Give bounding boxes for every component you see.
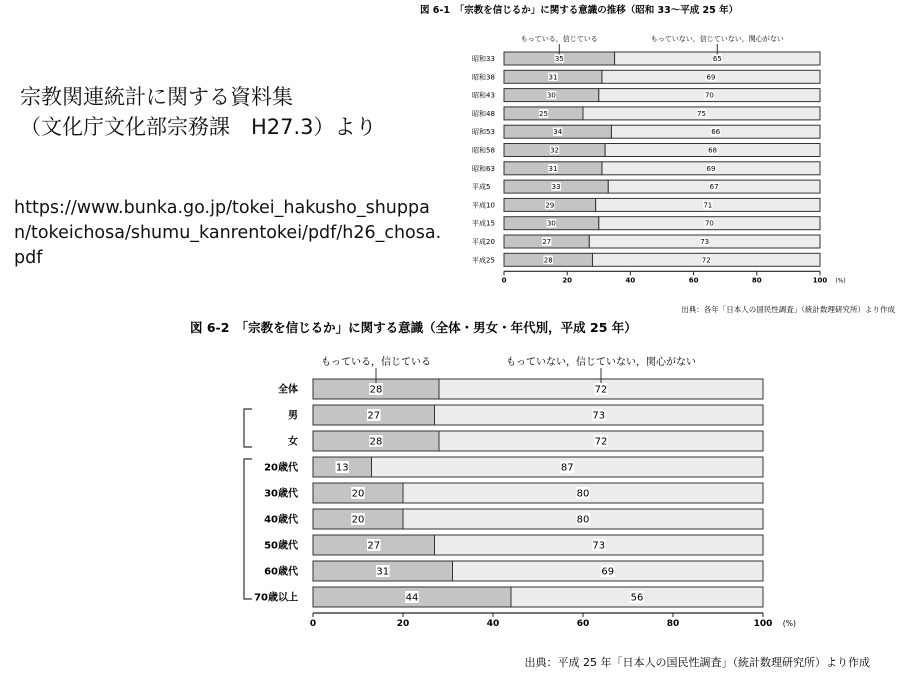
data-label-believe: 28 — [369, 384, 383, 396]
data-label-believe: 30 — [546, 91, 556, 100]
chart-title: 図 6-2 「宗教を信じるか」に関する意識（全体・男女・年代別，平成 25 年） — [190, 320, 637, 335]
category-label: 平成5 — [472, 183, 491, 192]
data-label-believe: 28 — [543, 256, 553, 265]
x-tick-label: 0 — [501, 276, 507, 285]
data-label-not-believe: 72 — [594, 384, 608, 396]
data-label-believe: 28 — [369, 436, 383, 448]
data-label-not-believe: 69 — [601, 566, 615, 578]
legend-believe: もっている，信じている — [520, 35, 598, 43]
category-label: 30歳代 — [264, 488, 298, 500]
legend-not-believe: もっていない，信じていない，関心がない — [650, 35, 784, 43]
category-label: 50歳代 — [264, 540, 298, 552]
heading-line-1: 宗教関連統計に関する資料集 — [20, 85, 293, 109]
chart-title: 図 6-1 「宗教を信じるか」に関する意識の推移（昭和 33〜平成 25 年） — [420, 5, 739, 16]
data-label-not-believe: 72 — [594, 436, 608, 448]
data-label-believe: 35 — [554, 55, 564, 64]
data-label-believe: 30 — [546, 219, 556, 228]
data-label-not-believe: 73 — [592, 410, 606, 422]
category-label: 60歳代 — [264, 566, 298, 578]
category-label: 平成10 — [472, 201, 495, 210]
category-label: 昭和33 — [472, 55, 495, 64]
x-tick-label: 80 — [751, 276, 762, 285]
x-tick-label: 0 — [309, 619, 317, 629]
source-url: https://www.bunka.go.jp/tokei_hakusho_shuppan/tokeichosa/shumu_kanrentokei/pdf/h26_chosa.pdf — [14, 198, 442, 268]
age-bracket — [244, 459, 252, 599]
data-label-believe: 27 — [367, 410, 381, 422]
data-label-not-believe: 56 — [630, 592, 644, 604]
data-label-believe: 44 — [405, 592, 419, 604]
data-label-not-believe: 69 — [706, 73, 716, 82]
data-label-not-believe: 68 — [708, 146, 718, 155]
data-label-believe: 25 — [539, 109, 548, 118]
category-label: 20歳代 — [264, 462, 298, 474]
heading-line-2: （文化庁文化部宗務課 H27.3）より — [20, 115, 377, 139]
legend-believe: もっている，信じている — [321, 357, 431, 368]
x-unit: (%) — [835, 277, 846, 285]
data-label-believe: 27 — [542, 238, 552, 247]
data-label-believe: 20 — [351, 488, 365, 500]
data-label-believe: 32 — [550, 146, 560, 155]
category-label: 昭和53 — [472, 128, 495, 137]
gender-bracket — [244, 409, 252, 447]
data-label-believe: 13 — [335, 462, 349, 474]
data-label-believe: 31 — [548, 164, 558, 173]
data-label-believe: 31 — [376, 566, 390, 578]
x-tick-label: 60 — [688, 276, 699, 285]
category-label: 平成25 — [472, 256, 495, 265]
x-unit: (%) — [782, 619, 797, 628]
data-label-not-believe: 80 — [576, 488, 590, 500]
x-tick-label: 20 — [562, 276, 573, 285]
category-label: 40歳代 — [264, 514, 298, 526]
category-label: 女 — [288, 436, 298, 448]
x-tick-label: 100 — [753, 619, 773, 629]
legend-not-believe: もっていない，信じていない，関心がない — [506, 357, 696, 368]
x-tick-label: 80 — [666, 619, 680, 629]
data-label-not-believe: 66 — [711, 128, 721, 137]
data-label-not-believe: 87 — [560, 462, 574, 474]
chart-source: 出典：各年「日本人の国民性調査」（統計数理研究所）より作成 — [681, 305, 895, 314]
data-label-not-believe: 75 — [697, 109, 706, 118]
category-label: 平成20 — [472, 238, 495, 247]
x-tick-label: 40 — [486, 619, 500, 629]
data-label-not-believe: 70 — [704, 91, 714, 100]
x-tick-label: 100 — [812, 276, 828, 285]
category-label: 昭和48 — [472, 109, 495, 118]
category-label: 平成15 — [472, 219, 495, 228]
category-label: 男 — [288, 410, 298, 422]
data-label-not-believe: 80 — [576, 514, 590, 526]
data-label-believe: 34 — [553, 128, 563, 137]
category-label: 全体 — [278, 384, 298, 396]
x-tick-label: 60 — [576, 619, 590, 629]
data-label-not-believe: 72 — [701, 256, 711, 265]
data-label-believe: 29 — [545, 201, 555, 210]
data-label-not-believe: 70 — [704, 219, 714, 228]
x-tick-label: 40 — [625, 276, 636, 285]
data-label-believe: 27 — [367, 540, 381, 552]
data-label-believe: 20 — [351, 514, 365, 526]
category-label: 昭和63 — [472, 164, 495, 173]
data-label-believe: 31 — [548, 73, 558, 82]
category-label: 昭和38 — [472, 73, 495, 82]
data-label-not-believe: 73 — [592, 540, 606, 552]
chart-source: 出典：平成 25 年「日本人の国民性調査」（統計数理研究所）より作成 — [524, 656, 870, 669]
data-label-not-believe: 73 — [700, 238, 710, 247]
data-label-not-believe: 65 — [712, 55, 722, 64]
data-label-not-believe: 67 — [709, 183, 719, 192]
category-label: 昭和58 — [472, 146, 495, 155]
data-label-believe: 33 — [551, 183, 561, 192]
data-label-not-believe: 71 — [703, 201, 713, 210]
data-label-not-believe: 69 — [706, 164, 716, 173]
x-tick-label: 20 — [396, 619, 410, 629]
category-label: 70歳以上 — [254, 592, 298, 604]
category-label: 昭和43 — [472, 91, 495, 100]
